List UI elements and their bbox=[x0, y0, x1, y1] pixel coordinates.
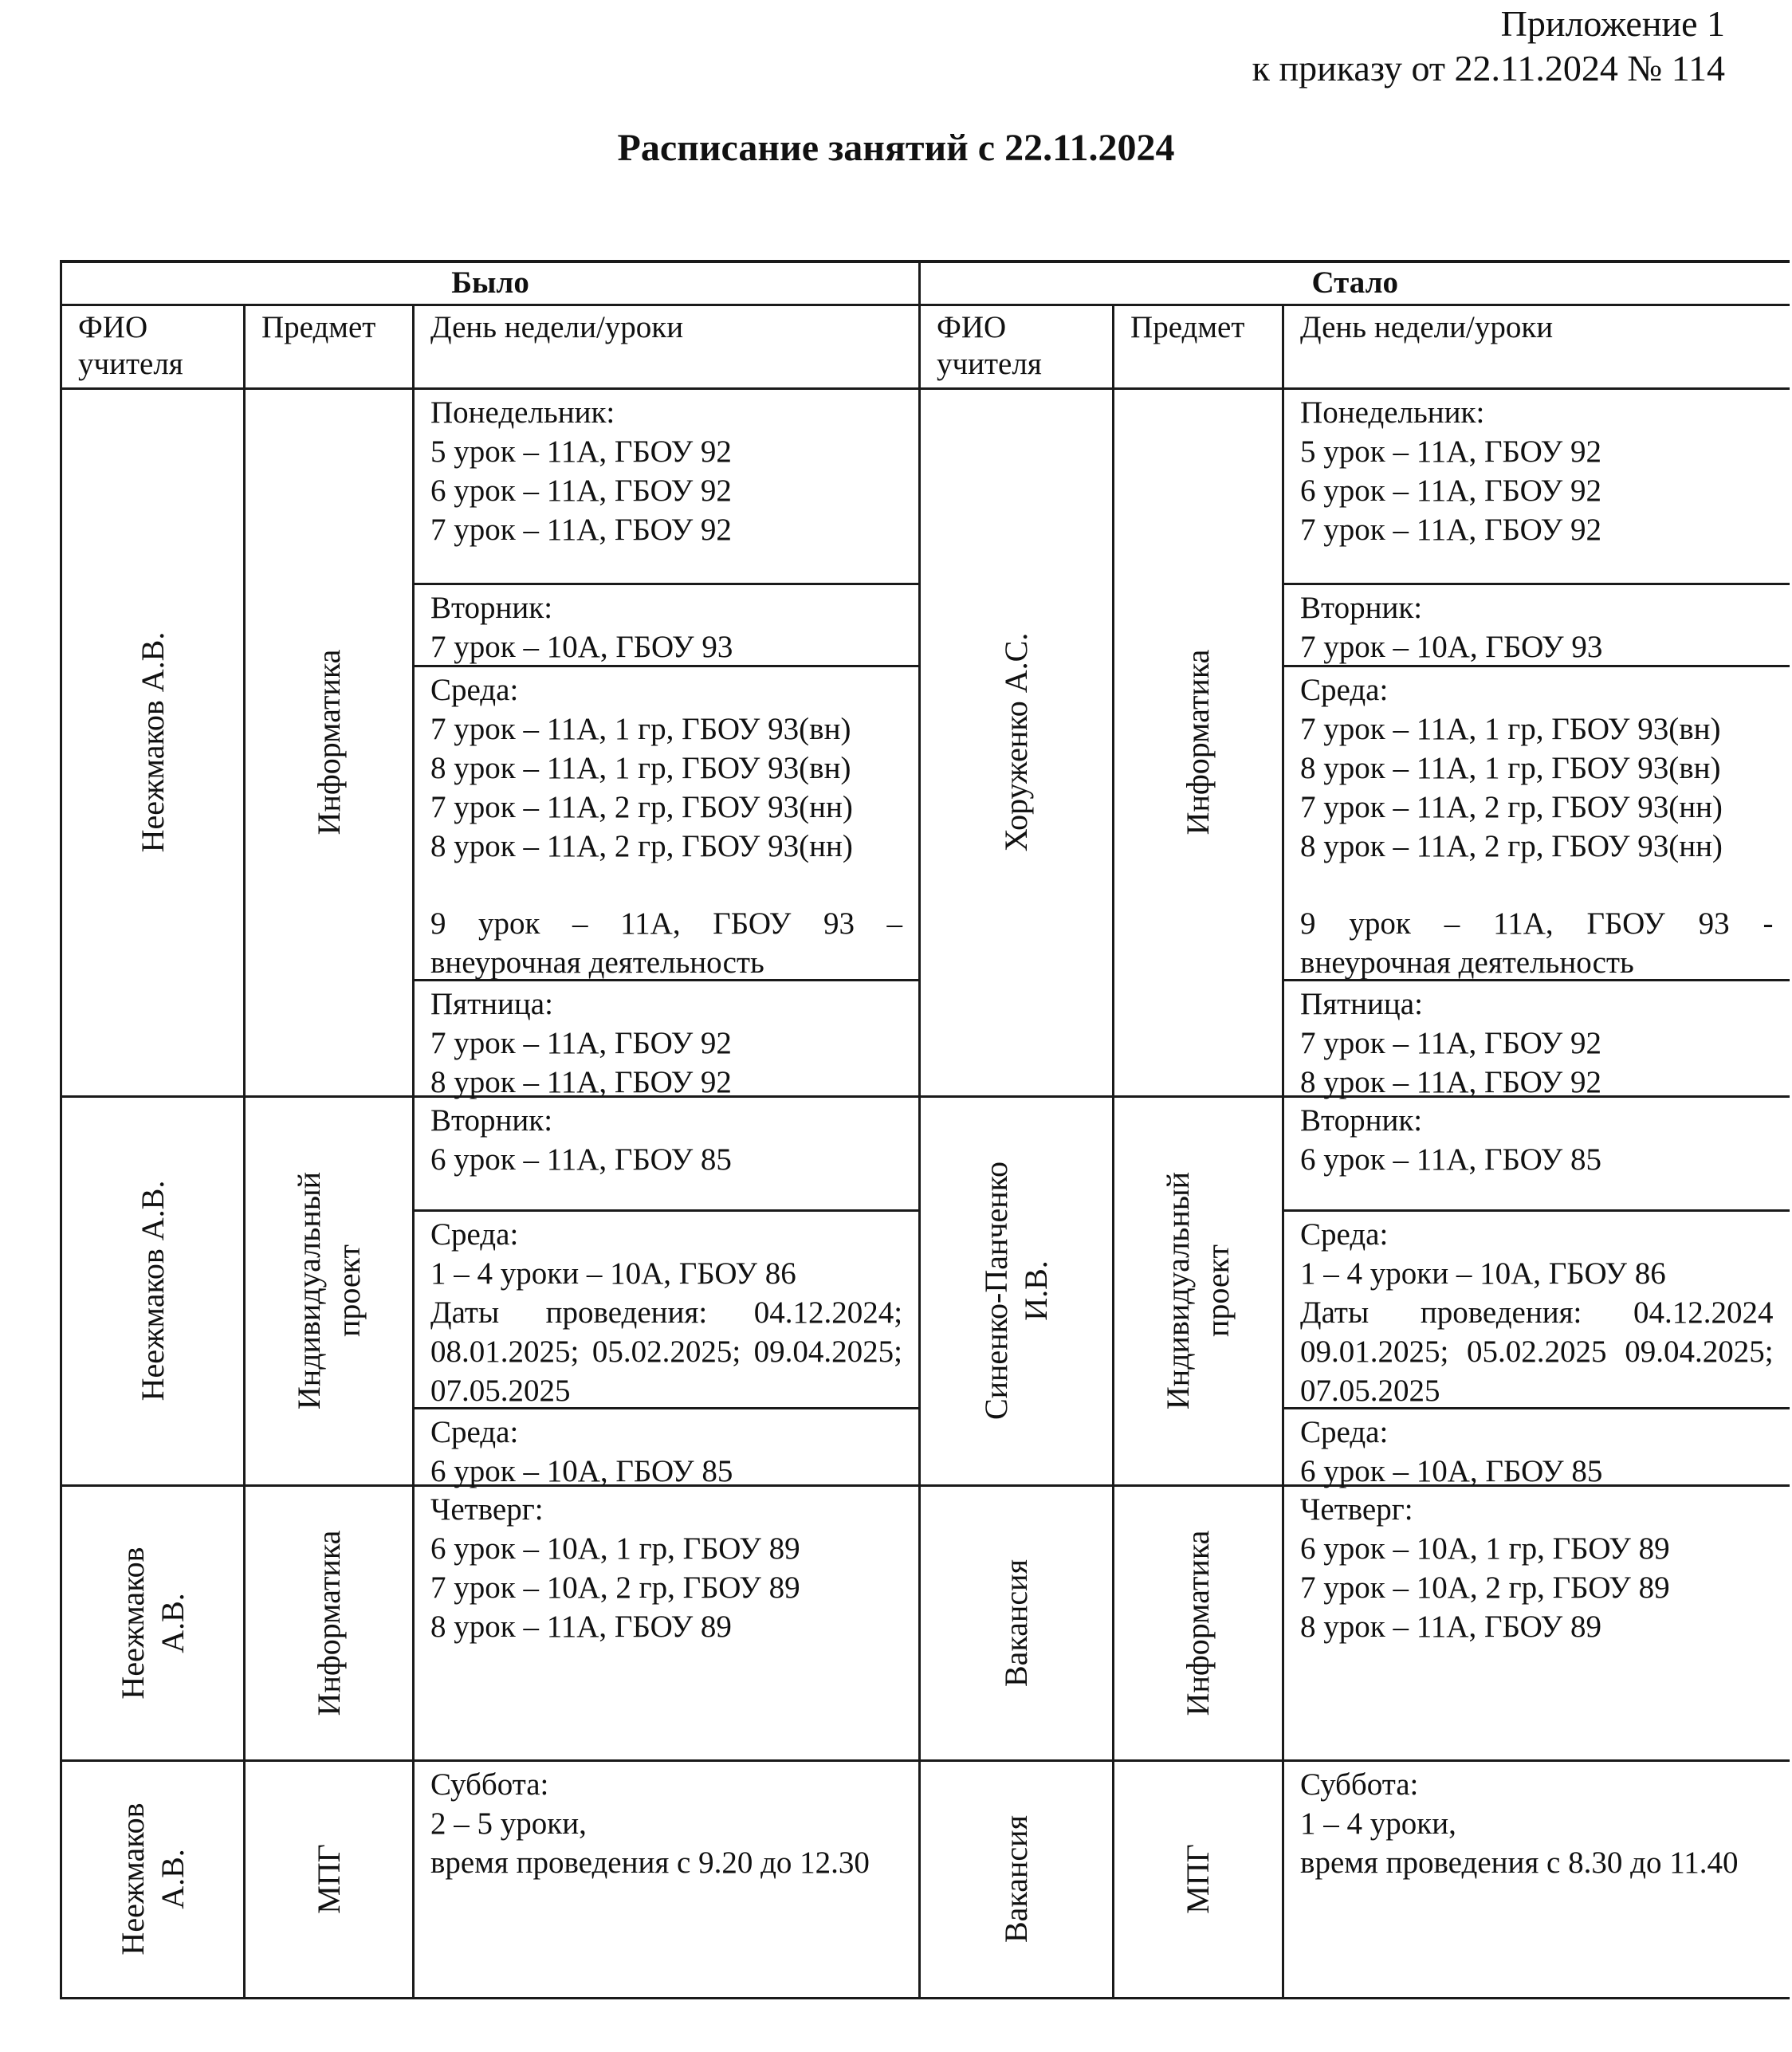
lesson-line: 6 урок – 11А, ГБОУ 92 bbox=[1300, 473, 1601, 508]
lesson-line: 8 урок – 11А, 2 гр, ГБОУ 93(нн) bbox=[430, 828, 853, 863]
column-header-schedule: День недели/уроки bbox=[414, 305, 920, 388]
teacher-name: Вакансия bbox=[998, 1559, 1035, 1687]
lesson-line: 6 урок – 11А, ГБОУ 92 bbox=[430, 473, 732, 508]
day-block bbox=[1284, 1209, 1790, 1407]
lesson-line: 5 урок – 11А, ГБОУ 92 bbox=[430, 434, 732, 469]
teacher-cell bbox=[61, 1485, 245, 1760]
group-header-was: Было bbox=[61, 261, 920, 305]
teacher-name: Неежмаков А.В. bbox=[134, 1180, 171, 1401]
subject-cell bbox=[245, 1096, 414, 1485]
day-label: Среда: bbox=[1300, 1217, 1389, 1252]
table-row bbox=[61, 1096, 1790, 1485]
lesson-line: 7 урок – 10А, ГБОУ 93 bbox=[1300, 629, 1603, 664]
lesson-line: 7 урок – 11А, 1 гр, ГБОУ 93(вн) bbox=[430, 711, 851, 746]
subject-cell bbox=[245, 1760, 414, 1998]
teacher-name: Неежмаков А.В. bbox=[114, 1546, 191, 1700]
teacher-name: Хоруженко А.С. bbox=[998, 632, 1035, 852]
table-row bbox=[61, 388, 1790, 1096]
appendix-order-reference: к приказу от 22.11.2024 № 114 bbox=[1252, 48, 1725, 88]
teacher-cell bbox=[920, 1096, 1114, 1485]
extracurricular-line: 9 урок – 11А, ГБОУ 93 - внеурочная деятельность bbox=[1300, 906, 1774, 980]
teacher-name: Неежмаков А.В. bbox=[134, 631, 171, 853]
teacher-name: Неежмаков А.В. bbox=[114, 1802, 191, 1956]
column-header-subject: Предмет bbox=[245, 305, 414, 388]
teacher-name: Синенко-Панченко И.В. bbox=[978, 1161, 1055, 1421]
lesson-line: 7 урок – 11А, 2 гр, ГБОУ 93(нн) bbox=[430, 789, 853, 824]
column-header-subject: Предмет bbox=[1114, 305, 1283, 388]
column-header-row bbox=[61, 305, 1790, 388]
day-label: Пятница: bbox=[1300, 986, 1423, 1021]
schedule-cell bbox=[414, 1760, 920, 1998]
day-label: Среда: bbox=[1300, 672, 1389, 707]
subject-cell bbox=[1114, 1096, 1283, 1485]
day-label: Вторник: bbox=[430, 590, 553, 625]
day-block bbox=[1284, 665, 1790, 979]
lesson-line: 6 урок – 11А, ГБОУ 85 bbox=[1300, 1142, 1601, 1177]
lesson-line: 8 урок – 11А, 1 гр, ГБОУ 93(вн) bbox=[430, 750, 851, 785]
day-block bbox=[1284, 583, 1790, 665]
day-block bbox=[415, 1098, 918, 1209]
lesson-line: 1 – 4 уроки, bbox=[1300, 1806, 1456, 1841]
table-row bbox=[61, 1760, 1790, 1998]
subject-name: Индивидуальный проект bbox=[1160, 1171, 1236, 1410]
teacher-name: Вакансия bbox=[998, 1815, 1035, 1943]
day-block bbox=[415, 979, 918, 1099]
subject-name: Информатика bbox=[1180, 649, 1216, 835]
day-block bbox=[415, 583, 918, 665]
schedule-cell bbox=[414, 388, 920, 1099]
dates-line: Даты проведения: 04.12.2024 09.01.2025; 05.02.2025 09.04.2025; 07.05.2025 bbox=[1300, 1295, 1774, 1408]
lesson-line: 7 урок – 11А, ГБОУ 92 bbox=[430, 1025, 732, 1060]
day-block bbox=[1284, 390, 1790, 583]
group-header-row bbox=[61, 261, 1790, 305]
subject-cell bbox=[245, 388, 414, 1096]
schedule-cell bbox=[1283, 1485, 1790, 1760]
lesson-line: 7 урок – 11А, ГБОУ 92 bbox=[430, 512, 732, 547]
day-block bbox=[415, 665, 918, 979]
day-block bbox=[1284, 1098, 1790, 1209]
lesson-line: 7 урок – 11А, ГБОУ 92 bbox=[1300, 1025, 1601, 1060]
appendix-number: Приложение 1 bbox=[1500, 3, 1725, 44]
column-header-teacher: ФИО учителя bbox=[61, 305, 245, 388]
lesson-line: 6 урок – 11А, ГБОУ 85 bbox=[430, 1142, 732, 1177]
teacher-cell bbox=[61, 1760, 245, 1998]
teacher-cell bbox=[61, 388, 245, 1096]
day-block bbox=[1284, 1487, 1790, 1651]
day-label: Среда: bbox=[430, 1217, 519, 1252]
lesson-line: 7 урок – 10А, 2 гр, ГБОУ 89 bbox=[430, 1570, 800, 1605]
teacher-cell bbox=[920, 1760, 1114, 1998]
day-label: Понедельник: bbox=[1300, 395, 1485, 430]
lesson-line: 8 урок – 11А, ГБОУ 92 bbox=[1300, 1064, 1601, 1099]
lesson-line: 6 урок – 10А, ГБОУ 85 bbox=[430, 1453, 733, 1488]
lesson-line: 6 урок – 10А, 1 гр, ГБОУ 89 bbox=[1300, 1531, 1670, 1566]
lesson-line: 8 урок – 11А, 2 гр, ГБОУ 93(нн) bbox=[1300, 828, 1723, 863]
lesson-line: 7 урок – 10А, 2 гр, ГБОУ 89 bbox=[1300, 1570, 1670, 1605]
day-label: Суббота: bbox=[1300, 1767, 1419, 1802]
day-label: Среда: bbox=[430, 1414, 519, 1449]
lesson-line: 8 урок – 11А, 1 гр, ГБОУ 93(вн) bbox=[1300, 750, 1721, 785]
day-block bbox=[415, 1487, 918, 1651]
lesson-line: 1 – 4 уроки – 10А, ГБОУ 86 bbox=[1300, 1256, 1666, 1291]
teacher-cell bbox=[61, 1096, 245, 1485]
subject-name: МПГ bbox=[310, 1844, 347, 1914]
lesson-line: 7 урок – 11А, 2 гр, ГБОУ 93(нн) bbox=[1300, 789, 1723, 824]
lesson-line: 6 урок – 10А, ГБОУ 85 bbox=[1300, 1453, 1603, 1488]
day-label: Понедельник: bbox=[430, 395, 615, 430]
lesson-line: 8 урок – 11А, ГБОУ 89 bbox=[430, 1609, 732, 1644]
day-block bbox=[1284, 979, 1790, 1099]
schedule-cell bbox=[414, 1485, 920, 1760]
schedule-cell bbox=[1283, 1760, 1790, 1998]
day-block bbox=[1284, 1762, 1790, 1887]
day-label: Среда: bbox=[430, 672, 519, 707]
schedule-table bbox=[60, 260, 1790, 1999]
lesson-line: 8 урок – 11А, ГБОУ 92 bbox=[430, 1064, 732, 1099]
time-line: время проведения с 9.20 до 12.30 bbox=[430, 1845, 870, 1880]
lesson-line: 8 урок – 11А, ГБОУ 89 bbox=[1300, 1609, 1601, 1644]
day-label: Четверг: bbox=[430, 1492, 544, 1527]
day-block bbox=[415, 390, 918, 583]
lesson-line: 6 урок – 10А, 1 гр, ГБОУ 89 bbox=[430, 1531, 800, 1566]
subject-name: Информатика bbox=[310, 1530, 347, 1716]
lesson-line: 7 урок – 10А, ГБОУ 93 bbox=[430, 629, 733, 664]
day-block bbox=[1284, 1407, 1790, 1488]
lesson-line: 7 урок – 11А, ГБОУ 92 bbox=[1300, 512, 1601, 547]
day-block bbox=[415, 1762, 918, 1887]
day-label: Пятница: bbox=[430, 986, 553, 1021]
lesson-line: 1 – 4 уроки – 10А, ГБОУ 86 bbox=[430, 1256, 796, 1291]
lesson-line: 7 урок – 11А, 1 гр, ГБОУ 93(вн) bbox=[1300, 711, 1721, 746]
subject-name: МПГ bbox=[1180, 1844, 1216, 1914]
time-line: время проведения с 8.30 до 11.40 bbox=[1300, 1845, 1739, 1880]
subject-cell bbox=[1114, 1760, 1283, 1998]
teacher-cell bbox=[920, 1485, 1114, 1760]
day-label: Вторник: bbox=[1300, 1103, 1423, 1138]
lesson-line: 5 урок – 11А, ГБОУ 92 bbox=[1300, 434, 1601, 469]
column-header-schedule: День недели/уроки bbox=[1283, 305, 1790, 388]
subject-cell bbox=[1114, 1485, 1283, 1760]
table-row bbox=[61, 1485, 1790, 1760]
subject-name: Индивидуальный проект bbox=[290, 1171, 367, 1410]
group-header-now: Стало bbox=[920, 261, 1790, 305]
extracurricular-line: 9 урок – 11А, ГБОУ 93 – внеурочная деятельность bbox=[430, 906, 903, 980]
subject-cell bbox=[1114, 388, 1283, 1096]
day-label: Среда: bbox=[1300, 1414, 1389, 1449]
subject-name: Информатика bbox=[1180, 1530, 1216, 1716]
dates-line: Даты проведения: 04.12.2024; 08.01.2025; 05.02.2025; 09.04.2025; 07.05.2025 bbox=[430, 1295, 903, 1408]
schedule-cell bbox=[1283, 388, 1790, 1099]
day-label: Вторник: bbox=[430, 1103, 553, 1138]
day-label: Вторник: bbox=[1300, 590, 1423, 625]
schedule-cell bbox=[1283, 1096, 1790, 1488]
subject-name: Информатика bbox=[310, 649, 347, 835]
column-header-teacher: ФИО учителя bbox=[920, 305, 1114, 388]
day-label: Четверг: bbox=[1300, 1492, 1413, 1527]
page-title: Расписание занятий с 22.11.2024 bbox=[617, 127, 1175, 169]
schedule-cell bbox=[414, 1096, 920, 1488]
day-block bbox=[415, 1209, 918, 1407]
day-block bbox=[415, 1407, 918, 1488]
subject-cell bbox=[245, 1485, 414, 1760]
teacher-cell bbox=[920, 388, 1114, 1096]
day-label: Суббота: bbox=[430, 1767, 549, 1802]
lesson-line: 2 – 5 уроки, bbox=[430, 1806, 587, 1841]
